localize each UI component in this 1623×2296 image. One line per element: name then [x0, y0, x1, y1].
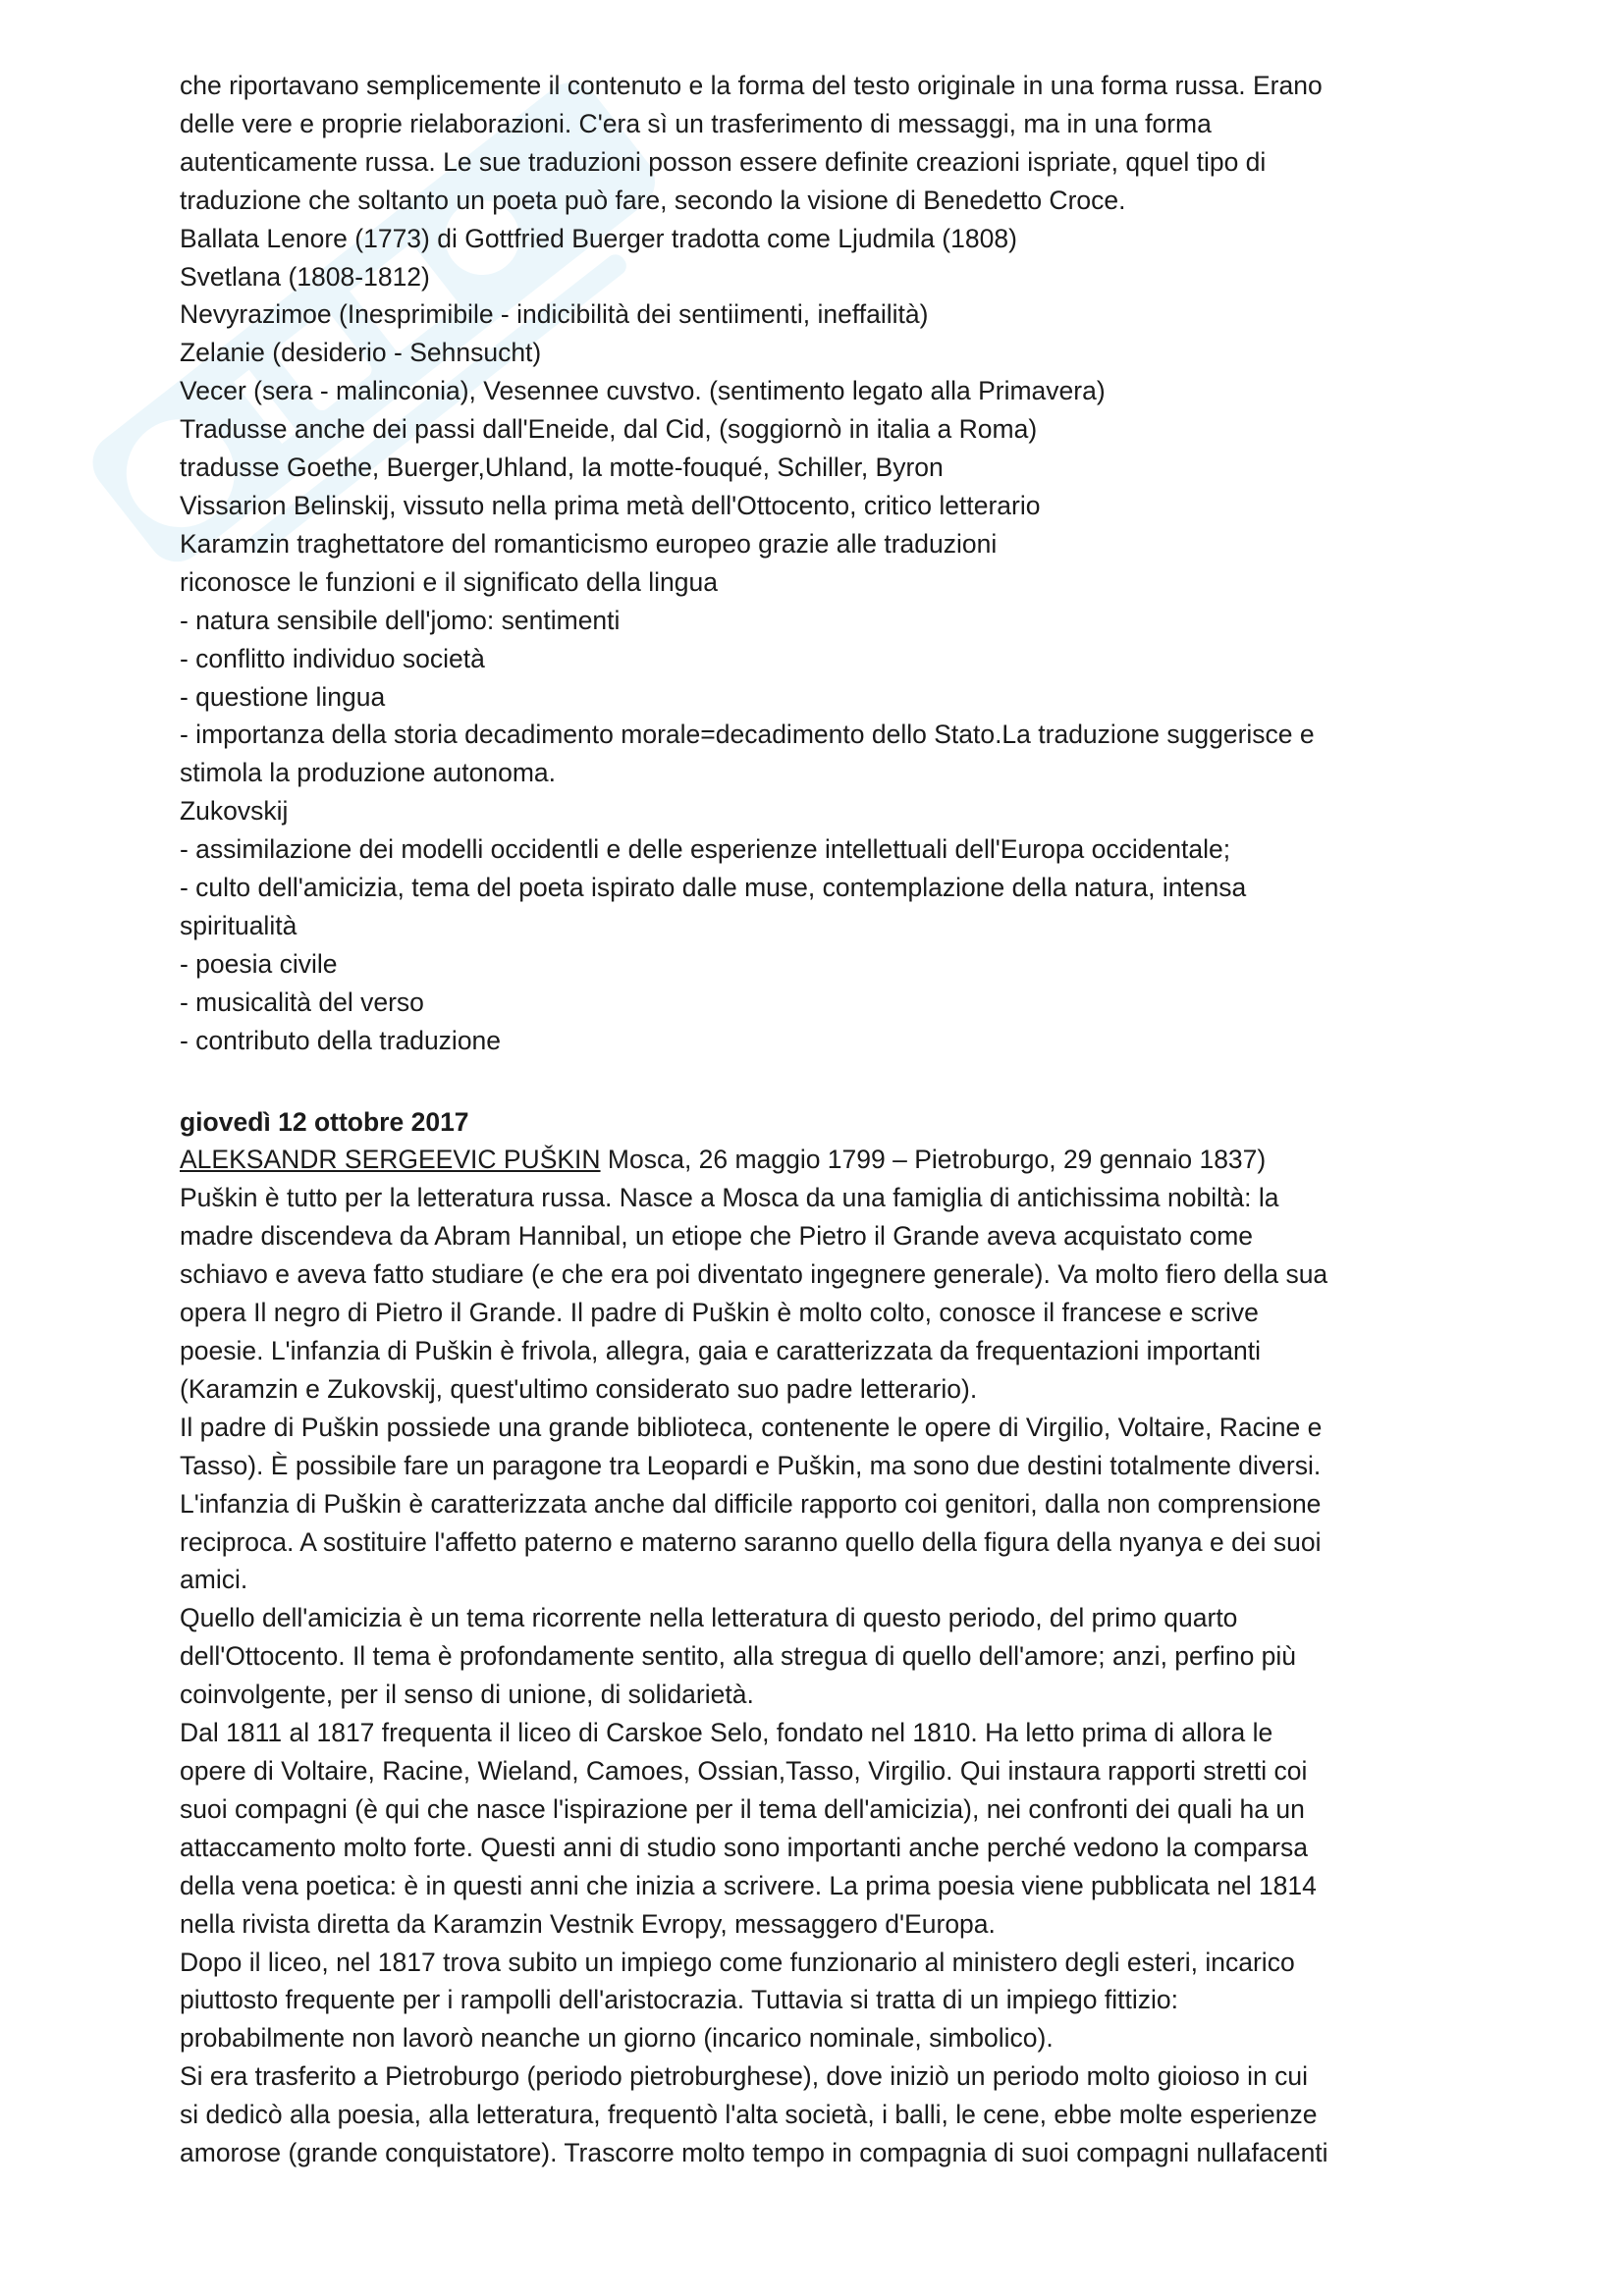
- text-line: Si era trasferito a Pietroburgo (periodo pietroburghese), dove iniziò un periodo molto gioioso in cui: [180, 2061, 1308, 2092]
- text-line: Nevyrazimoe (Inesprimibile - indicibilità dei sentiimenti, ineffailità): [180, 299, 929, 330]
- text-line: poesie. L'infanzia di Puškin è frivola, allegra, gaia e caratterizzata da frequentazioni importanti: [180, 1336, 1262, 1365]
- text-line: - importanza della storia decadimento morale=decadimento dello Stato.La traduzione suggerisce e: [180, 720, 1315, 750]
- text-line: Ballata Lenore (1773) di Gottfried Buerger tradotta come Ljudmila (1808): [180, 223, 1017, 253]
- text-line: Dopo il liceo, nel 1817 trova subito un impiego come funzionario al ministero degli esteri, incarico: [180, 1947, 1295, 1977]
- text-block-pushkin: [180, 1179, 1456, 2172]
- text-line: schiavo e aveva fatto studiare (e che era poi diventato ingegnere generale). Va molto fiero della sua: [180, 1259, 1328, 1290]
- text-line: suoi compagni (è qui che nasce l'ispirazione per il tema dell'amicizia), nei confronti dei quali ha un: [180, 1793, 1305, 1824]
- text-line: Zukovskij: [180, 796, 289, 827]
- text-line: attaccamento molto forte. Questi anni di studio sono importanti anche perché vedono la comparsa: [180, 1832, 1308, 1862]
- text-line: Karamzin traghettatore del romanticismo europeo grazie alle traduzioni: [180, 528, 998, 559]
- text-line: opera Il negro di Pietro il Grande. Il padre di Puškin è molto colto, conosce il francese e scrive: [180, 1298, 1259, 1328]
- text-line: - culto dell'amicizia, tema del poeta ispirato dalle muse, contemplazione della natura, intensa: [180, 873, 1247, 903]
- text-line: Svetlana (1808-1812): [180, 261, 430, 292]
- text-line: tradusse Goethe, Buerger,Uhland, la motte-fouqué, Schiller, Byron: [180, 453, 944, 483]
- text-line: Zelanie (desiderio - Sehnsucht): [180, 338, 542, 368]
- text-line: spiritualità: [180, 910, 298, 940]
- text-line: L'infanzia di Puškin è caratterizzata anche dal difficile rapporto coi genitori, dalla non comprensione: [180, 1488, 1322, 1519]
- text-line: - musicalità del verso: [180, 987, 424, 1017]
- pushkin-heading-line: [180, 1141, 1456, 1179]
- text-line: Puškin è tutto per la letteratura russa. Nasce a Mosca da una famiglia di antichissima nobiltà: la: [180, 1183, 1279, 1213]
- text-line: - assimilazione dei modelli occidentli e delle esperienze intellettuali dell'Europa occidentale;: [180, 834, 1231, 865]
- paragraph-gap: [180, 1060, 1456, 1103]
- text-line: traduzione che soltanto un poeta può fare, secondo la visione di Benedetto Croce.: [180, 185, 1126, 215]
- text-line: si dedicò alla poesia, alla letteratura, frequentò l'alta società, i balli, le cene, ebbe molte esperienze: [180, 2100, 1318, 2130]
- text-line: - conflitto individuo società: [180, 643, 485, 673]
- text-line: dell'Ottocento. Il tema è profondamente sentito, alla stregua di quello dell'amore; anzi, perfino più: [180, 1641, 1297, 1672]
- text-line: amici.: [180, 1565, 248, 1595]
- text-line: delle vere e proprie rielaborazioni. C'era sì un trasferimento di messaggi, ma in una forma: [180, 108, 1212, 138]
- text-line: Tradusse anche dei passi dall'Eneide, dal Cid, (soggiornò in italia a Roma): [180, 414, 1038, 445]
- pushkin-dates: Mosca, 26 maggio 1799 – Pietroburgo, 29 gennaio 1837): [600, 1145, 1267, 1175]
- text-line: - questione lingua: [180, 681, 386, 712]
- text-line: Vissarion Belinskij, vissuto nella prima metà dell'Ottocento, critico letterario: [180, 490, 1041, 520]
- text-line: autenticamente russa. Le sue traduzioni posson essere definite creazioni ispriate, qquel tipo di: [180, 146, 1267, 177]
- text-line: Il padre di Puškin possiede una grande biblioteca, contenente le opere di Virgilio, Voltaire, Racine e: [180, 1412, 1323, 1442]
- text-line: madre discendeva da Abram Hannibal, un etiope che Pietro il Grande aveva acquistato come: [180, 1221, 1254, 1252]
- text-line: nella rivista diretta da Karamzin Vestnik Evropy, messaggero d'Europa.: [180, 1908, 996, 1939]
- pushkin-name-underlined: ALEKSANDR SERGEEVIC PUŠKIN: [180, 1145, 601, 1175]
- text-line: probabilmente non lavorò neanche un giorno (incarico nominale, simbolico).: [180, 2023, 1054, 2054]
- text-line: amorose (grande conquistatore). Trascorre molto tempo in compagnia di suoi compagni nullafacenti: [180, 2138, 1328, 2168]
- text-line: coinvolgente, per il senso di unione, di solidarietà.: [180, 1680, 754, 1710]
- text-line: piuttosto frequente per i rampolli dell'aristocrazia. Tuttavia si tratta di un impiego fittizio:: [180, 1985, 1178, 2015]
- text-line: - contributo della traduzione: [180, 1025, 502, 1055]
- text-line: Tasso). È possibile fare un paragone tra Leopardi e Puškin, ma sono due destini totalmente diversi.: [180, 1450, 1322, 1480]
- text-line: opere di Voltaire, Racine, Wieland, Camoes, Ossian,Tasso, Virgilio. Qui instaura rapporti stretti coi: [180, 1755, 1308, 1786]
- text-line: Quello dell'amicizia è un tema ricorrente nella letteratura di questo periodo, del primo quarto: [180, 1603, 1238, 1633]
- date-heading: giovedì 12 ottobre 2017: [180, 1106, 469, 1137]
- text-line: stimola la produzione autonoma.: [180, 758, 557, 788]
- document-page: [180, 67, 1456, 2172]
- text-line: - poesia civile: [180, 948, 338, 979]
- text-line: - natura sensibile dell'jomo: sentimenti: [180, 605, 621, 635]
- text-line: Dal 1811 al 1817 frequenta il liceo di Carskoe Selo, fondato nel 1810. Ha letto prima di allora le: [180, 1718, 1273, 1748]
- text-block-zukovskij: [180, 67, 1456, 1060]
- text-line: reciproca. A sostituire l'affetto paterno e materno saranno quello della figura della nyanya e dei suoi: [180, 1526, 1322, 1557]
- text-line: riconosce le funzioni e il significato della lingua: [180, 566, 718, 597]
- text-line: Vecer (sera - malinconia), Vesennee cuvstvo. (sentimento legato alla Primavera): [180, 376, 1106, 406]
- text-line: che riportavano semplicemente il contenuto e la forma del testo originale in una forma russa. Erano: [180, 71, 1323, 100]
- text-line: della vena poetica: è in questi anni che inizia a scrivere. La prima poesia viene pubblicata nel 1814: [180, 1870, 1317, 1900]
- text-line: (Karamzin e Zukovskij, quest'ultimo considerato suo padre letterario).: [180, 1373, 978, 1404]
